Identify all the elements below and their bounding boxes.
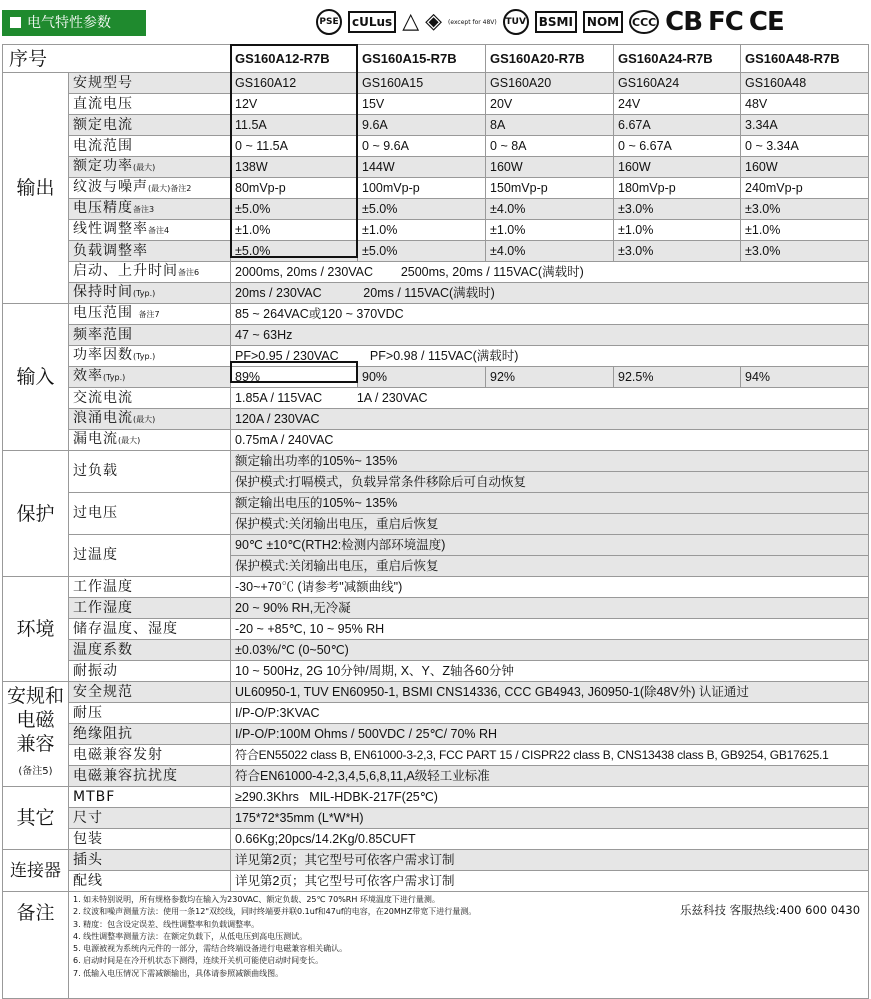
cb-logo-icon: CB — [665, 7, 703, 37]
input-inrush-value: 120A / 230VAC — [231, 409, 869, 430]
cell: ±3.0% — [614, 241, 741, 262]
input-label: 效率(Typ.) — [69, 367, 231, 388]
env-label: 储存温度、湿度 — [69, 619, 231, 640]
note-line: 5. 电源被视为系统内元件的一部分，需结合终端设备进行电磁兼容相关确认。 — [73, 944, 348, 954]
input-ac-value: 1.85A / 115VAC 1A / 230VAC — [231, 388, 869, 409]
note-line: 6. 启动时间是在冷开机状态下测得，连续开关机可能使启动时间变长。 — [73, 956, 324, 966]
connector-value: 详见第2页；其它型号可依客户需求订制 — [231, 871, 869, 892]
cell: 89% — [231, 367, 358, 388]
startup-value: 2000ms, 20ms / 230VAC 2500ms, 20ms / 115VAC(满载时) — [231, 262, 869, 283]
diamond-mark-icon: ◈ — [425, 9, 443, 34]
protection-line: 90℃ ±10℃(RTH2:检测内部环境温度) — [231, 535, 869, 556]
connector-section: 连接器 — [3, 850, 69, 892]
cell: 6.67A — [614, 115, 741, 136]
input-voltage-value: 85 ~ 264VAC或120 ~ 370VDC — [231, 304, 869, 325]
protection-line: 额定输出功率的105%~ 135% — [231, 451, 869, 472]
hold-value: 20ms / 230VAC 20ms / 115VAC(满载时) — [231, 283, 869, 304]
other-section: 其它 — [3, 787, 69, 850]
cell: 11.5A — [231, 115, 358, 136]
label-note: (最大)备注2 — [148, 184, 192, 193]
label-note: 备注6 — [178, 268, 200, 277]
safety-note: (备注5) — [18, 766, 53, 777]
safety-label: 耐压 — [69, 703, 231, 724]
label-note: (最大) — [118, 436, 141, 445]
output-label: 线性调整率备注4 — [69, 220, 231, 241]
cell: 0 ~ 11.5A — [231, 136, 358, 157]
safety-value: 符合EN61000-4-2,3,4,5,6,8,11,A级轻工业标准 — [231, 766, 869, 787]
note-line: 7. 低输入电压情况下需减额输出，具体请参照减额曲线图。 — [73, 968, 284, 978]
protection-line: 保护模式:打嗝模式，负载异常条件移除后可自动恢复 — [231, 472, 869, 493]
cell: 9.6A — [358, 115, 486, 136]
input-section: 输入 — [3, 304, 69, 451]
notes-cell — [69, 892, 869, 999]
cell: ±5.0% — [358, 241, 486, 262]
cell: 160W — [741, 157, 869, 178]
cell: ±5.0% — [231, 241, 358, 262]
cell: 160W — [614, 157, 741, 178]
cell: 20V — [486, 94, 614, 115]
cell: ±1.0% — [358, 220, 486, 241]
protection-line: 保护模式:关闭输出电压，重启后恢复 — [231, 514, 869, 535]
hotline: 乐兹科技 客服热线:400 600 0430 — [680, 903, 861, 917]
label-note: (Typ.) — [133, 289, 156, 298]
cell: 90% — [358, 367, 486, 388]
cell: ±1.0% — [486, 220, 614, 241]
label-note: (Typ.) — [133, 352, 156, 361]
output-label: 电压精度备注3 — [69, 199, 231, 220]
cell: ±4.0% — [486, 199, 614, 220]
ul-logo-icon: cULus — [348, 11, 396, 33]
section-title: 电气特性参数 — [27, 15, 111, 31]
input-label: 电压范围 备注7 — [69, 304, 231, 325]
label-note: 备注4 — [148, 226, 170, 235]
safety-value: I/P-O/P:100M Ohms / 500VDC / 25℃/ 70% RH — [231, 724, 869, 745]
environment-section: 环境 — [3, 577, 69, 682]
square-bullet-icon — [10, 17, 21, 28]
cell: 150mVp-p — [486, 178, 614, 199]
cell: GS160A15 — [358, 73, 486, 94]
env-value: ±0.03%/℃ (0~50℃) — [231, 640, 869, 661]
model-header-5: GS160A48-R7B — [741, 45, 869, 73]
pse-logo-icon: PSE — [316, 9, 342, 35]
cell: 24V — [614, 94, 741, 115]
model-header-4: GS160A24-R7B — [614, 45, 741, 73]
safety-line: 安规和 — [6, 685, 64, 707]
protection-label: 过电压 — [69, 493, 231, 535]
ccc-logo-icon: CCC — [629, 10, 659, 34]
cell: 80mVp-p — [231, 178, 358, 199]
input-label: 功率因数(Typ.) — [69, 346, 231, 367]
cell: GS160A12 — [231, 73, 358, 94]
model-header-3: GS160A20-R7B — [486, 45, 614, 73]
env-label: 温度系数 — [69, 640, 231, 661]
env-label: 工作温度 — [69, 577, 231, 598]
output-label: 直流电压 — [69, 94, 231, 115]
output-label: 负载调整率 — [69, 241, 231, 262]
output-label: 额定电流 — [69, 115, 231, 136]
seq-label: 序号 — [3, 45, 231, 73]
safety-section — [3, 682, 69, 787]
protection-line: 额定输出电压的105%~ 135% — [231, 493, 869, 514]
input-label: 浪涌电流(最大) — [69, 409, 231, 430]
other-value: 0.66Kg;20pcs/14.2Kg/0.85CUFT — [231, 829, 869, 850]
cell: 144W — [358, 157, 486, 178]
label-note: (最大) — [133, 163, 156, 172]
cell: ±3.0% — [741, 241, 869, 262]
output-label: 额定功率(最大) — [69, 157, 231, 178]
protection-label: 过温度 — [69, 535, 231, 577]
input-freq-value: 47 ~ 63Hz — [231, 325, 869, 346]
cell: ±3.0% — [614, 199, 741, 220]
env-value: 10 ~ 500Hz, 2G 10分钟/周期, X、Y、Z轴各60分钟 — [231, 661, 869, 682]
fcc-logo-icon: FC — [708, 7, 743, 37]
cell: 160W — [486, 157, 614, 178]
safety-value: I/P-O/P:3KVAC — [231, 703, 869, 724]
ce-logo-icon: CE — [748, 7, 784, 37]
input-leak-value: 0.75mA / 240VAC — [231, 430, 869, 451]
cell: ±1.0% — [614, 220, 741, 241]
connector-label: 插头 — [69, 850, 231, 871]
env-value: -20 ~ +85℃, 10 ~ 95% RH — [231, 619, 869, 640]
cell: 138W — [231, 157, 358, 178]
cell: GS160A20 — [486, 73, 614, 94]
output-label: 保持时间(Typ.) — [69, 283, 231, 304]
notes-section: 备注 — [3, 892, 69, 999]
safety-line: 兼容 — [16, 733, 55, 755]
protection-label: 过负载 — [69, 451, 231, 493]
cell: 0 ~ 3.34A — [741, 136, 869, 157]
tuv-logo-icon: TUV — [503, 9, 529, 35]
output-label: 启动、上升时间备注6 — [69, 262, 231, 283]
env-label: 工作湿度 — [69, 598, 231, 619]
cell: 3.34A — [741, 115, 869, 136]
connector-label: 配线 — [69, 871, 231, 892]
cell: 0 ~ 8A — [486, 136, 614, 157]
note-line: 4. 线性调整率测量方法：在额定负载下，从低电压到高电压测试。 — [73, 931, 308, 941]
other-value: 175*72*35mm (L*W*H) — [231, 808, 869, 829]
cell: 0 ~ 6.67A — [614, 136, 741, 157]
cell: 0 ~ 9.6A — [358, 136, 486, 157]
cell: GS160A24 — [614, 73, 741, 94]
model-header-1: GS160A12-R7B — [231, 45, 358, 73]
cell: 94% — [741, 367, 869, 388]
protection-line: 保护模式:关闭输出电压，重启后恢复 — [231, 556, 869, 577]
safety-label: 安全规范 — [69, 682, 231, 703]
other-label: 尺寸 — [69, 808, 231, 829]
cell: 15V — [358, 94, 486, 115]
input-pf-value: PF>0.95 / 230VAC PF>0.98 / 115VAC(满载时) — [231, 346, 869, 367]
certification-logos — [316, 6, 784, 38]
safety-value: 符合EN55022 class B, EN61000-3-2,3, FCC PART 15 / CISPR22 class B, CNS13438 class B, GB9254, GB17625.1 — [231, 745, 869, 766]
cell: ±4.0% — [486, 241, 614, 262]
except-note: (except for 48V) — [448, 18, 497, 26]
section-title-bar — [2, 10, 146, 36]
env-value: -30~+70℃ (请参考"减额曲线") — [231, 577, 869, 598]
cell: 92.5% — [614, 367, 741, 388]
output-section: 输出 — [3, 73, 69, 304]
cell: 180mVp-p — [614, 178, 741, 199]
cell: 100mVp-p — [358, 178, 486, 199]
cell: ±1.0% — [741, 220, 869, 241]
protection-section: 保护 — [3, 451, 69, 577]
label-note: (Typ.) — [103, 373, 126, 382]
note-line: 3. 精度：包含设定误差、线性调整率和负载调整率。 — [73, 919, 260, 929]
cell: 240mVp-p — [741, 178, 869, 199]
safety-label: 绝缘阻抗 — [69, 724, 231, 745]
safety-value: UL60950-1, TUV EN60950-1, BSMI CNS14336, CCC GB4943, J60950-1(除48V外) 认证通过 — [231, 682, 869, 703]
nom-logo-icon: NOM — [583, 11, 623, 33]
output-label: 电流范围 — [69, 136, 231, 157]
cell: 48V — [741, 94, 869, 115]
cell: ±5.0% — [358, 199, 486, 220]
note-line: 2. 纹波和噪声测量方法：使用一条12"双绞线，同时终端要并联0.1uf和47uf的电容，在20MHZ带宽下进行量测。 — [73, 907, 477, 917]
label-note: 备注3 — [133, 205, 155, 214]
cell: ±5.0% — [231, 199, 358, 220]
other-label: MTBF — [69, 787, 231, 808]
cell: GS160A48 — [741, 73, 869, 94]
other-value: ≥290.3Khrs MIL-HDBK-217F(25℃) — [231, 787, 869, 808]
env-label: 耐振动 — [69, 661, 231, 682]
cell: 92% — [486, 367, 614, 388]
connector-value: 详见第2页；其它型号可依客户需求订制 — [231, 850, 869, 871]
input-label: 交流电流 — [69, 388, 231, 409]
cell: ±1.0% — [231, 220, 358, 241]
model-header-2: GS160A15-R7B — [358, 45, 486, 73]
triangle-mark-icon: △ — [402, 9, 420, 34]
label-note: 备注7 — [138, 310, 160, 319]
env-value: 20 ~ 90% RH,无冷凝 — [231, 598, 869, 619]
safety-label: 电磁兼容抗扰度 — [69, 766, 231, 787]
spec-table — [2, 44, 869, 999]
cell: ±3.0% — [741, 199, 869, 220]
note-line: 1. 如未特别说明，所有规格参数均在输入为230VAC、额定负载、25℃ 70%RH 环境温度下进行量测。 — [73, 895, 440, 904]
other-label: 包装 — [69, 829, 231, 850]
output-label: 安规型号 — [69, 73, 231, 94]
cell: 8A — [486, 115, 614, 136]
input-label: 漏电流(最大) — [69, 430, 231, 451]
safety-label: 电磁兼容发射 — [69, 745, 231, 766]
bsmi-logo-icon: BSMI — [535, 11, 577, 33]
output-label: 纹波与噪声(最大)备注2 — [69, 178, 231, 199]
input-label: 频率范围 — [69, 325, 231, 346]
cell: 12V — [231, 94, 358, 115]
safety-line: 电磁 — [16, 709, 55, 731]
label-note: (最大) — [133, 415, 156, 424]
